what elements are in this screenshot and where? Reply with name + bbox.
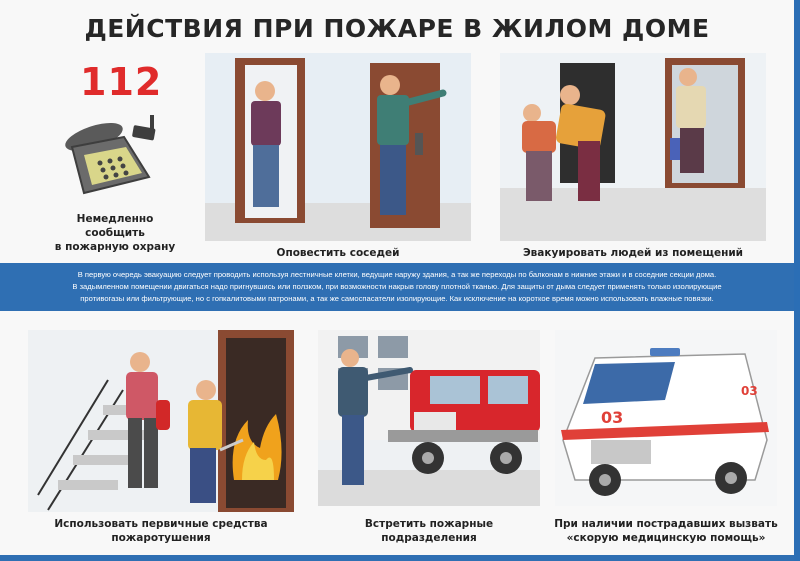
ambulance-code-front: 03	[601, 408, 624, 427]
extinguish-illustration	[28, 330, 294, 512]
panel-notify-neighbors	[205, 53, 471, 241]
emergency-number: 112	[80, 60, 163, 104]
caption-meet: Встретить пожарные подразделения	[364, 518, 494, 544]
fire-truck-illustration	[318, 330, 540, 506]
panel-ambulance	[555, 330, 777, 506]
caption-neighbors: Оповестить соседей	[276, 247, 400, 259]
evacuate-illustration	[500, 53, 766, 241]
panel-call-112	[40, 52, 190, 202]
caption-ambulance: При наличии пострадавших вызвать «скорую медицинскую помощь»	[554, 518, 778, 544]
panel-meet-brigade	[318, 330, 540, 506]
neighbors-illustration	[205, 53, 471, 241]
caption-extinguish: Использовать первичные средства пожаротушения	[54, 518, 268, 544]
info-line-2: В задымленном помещении двигаться надо пригнувшись или ползком, при возможности накрыв голову плотной тканью. Для защиты от дыма следует применять только изолирующие	[72, 282, 722, 291]
poster-title: ДЕЙСТВИЯ ПРИ ПОЖАРЕ В ЖИЛОМ ДОМЕ	[84, 14, 710, 43]
caption-evacuate: Эвакуировать людей из помещений	[522, 247, 744, 259]
info-band	[0, 263, 794, 311]
footer-bar	[0, 555, 794, 561]
ambulance-illustration	[555, 330, 777, 506]
info-line-1: В первую очередь эвакуацию следует проводить используя лестничные клетки, ведущие наружу здания, а так же переходы по балконам в нижние этажи и в соседние секции дома.	[77, 270, 717, 279]
ambulance-code-side: 03	[741, 384, 758, 398]
telephone-icon	[54, 107, 164, 197]
caption-call: Немедленно сообщить в пожарную охрану	[54, 213, 176, 253]
panel-evacuate	[500, 53, 766, 241]
panel-extinguish	[28, 330, 294, 512]
info-line-3: противогазы или фильтрующие, но с гопкалитовыми патронами, а так же самоспасатели изолирующие. Как исключение на короткое время можно использовать влажные повязки.	[80, 294, 714, 303]
